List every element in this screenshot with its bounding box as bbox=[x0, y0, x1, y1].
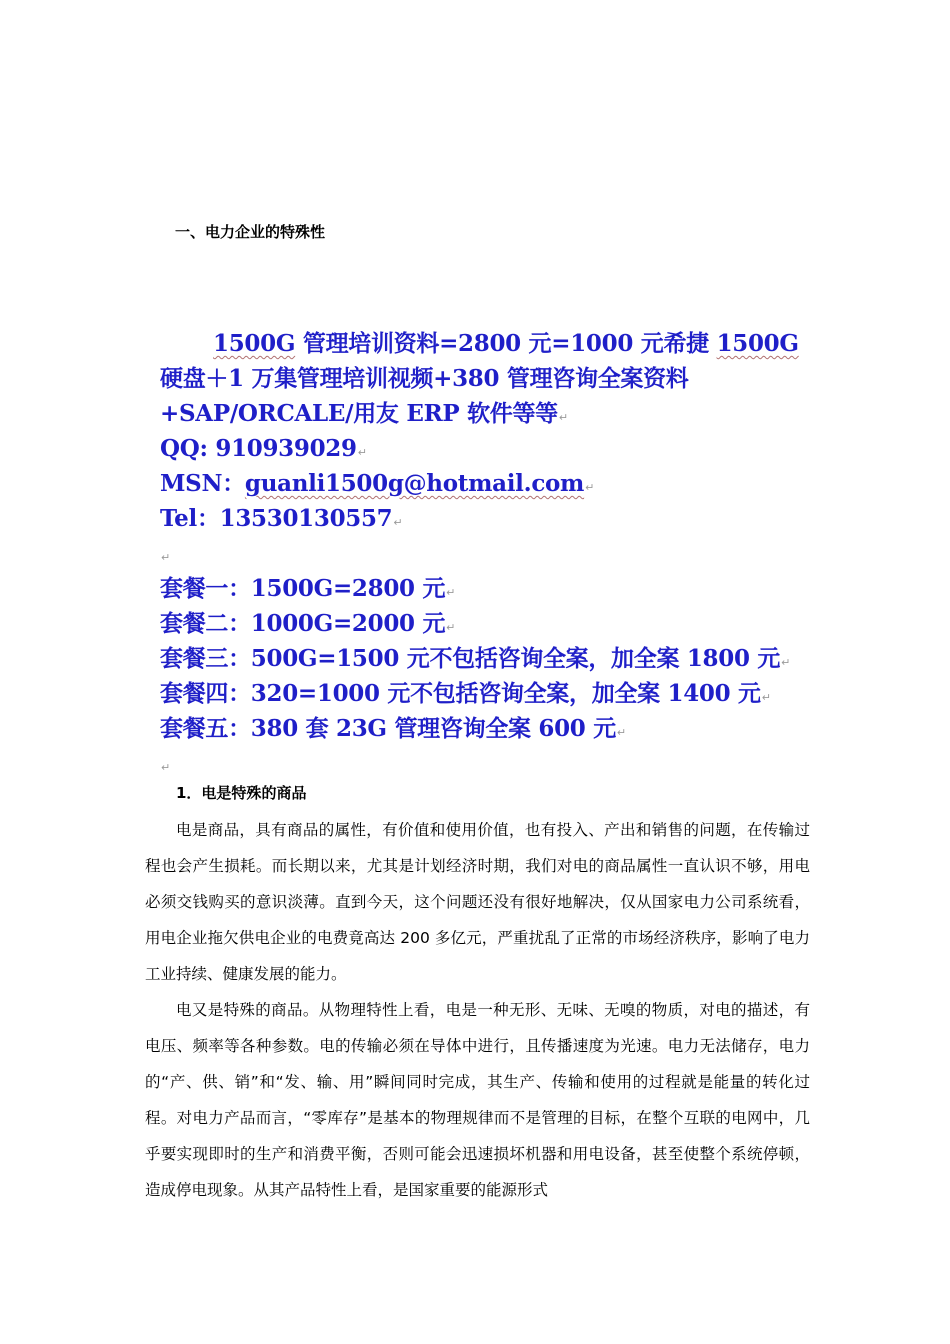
paragraph-mark: ↵ bbox=[761, 691, 771, 704]
ad-empty-line bbox=[160, 536, 830, 571]
ad-line-2: 硬盘＋1 万集管理培训视频+380 管理咨询全案资料 bbox=[160, 365, 689, 392]
ad-qq bbox=[160, 431, 830, 466]
paragraph-mark: ↵ bbox=[357, 446, 367, 459]
ad-package-5 bbox=[160, 711, 830, 746]
ad-msn-label: MSN： bbox=[160, 470, 245, 497]
ad-line-1 bbox=[160, 326, 830, 361]
ad-line-1-start: 1500G bbox=[213, 330, 296, 357]
section-heading: 一、电力企业的特殊性 bbox=[175, 223, 326, 241]
paragraph-mark: ↵ bbox=[161, 551, 170, 564]
ad-package-3-text: 套餐三：500G=1500 元不包括咨询全案，加全案 1800 元 bbox=[160, 645, 781, 672]
subsection-heading: 1．电是特殊的商品 bbox=[176, 784, 307, 802]
paragraph-mark: ↵ bbox=[446, 586, 456, 599]
paragraph-mark: ↵ bbox=[161, 761, 170, 774]
body-text bbox=[145, 812, 810, 1208]
ad-package-4-text: 套餐四：320=1000 元不包括咨询全案，加全案 1400 元 bbox=[160, 680, 761, 707]
ad-package-3 bbox=[160, 641, 830, 676]
paragraph-mark: ↵ bbox=[446, 621, 456, 634]
paragraph: 电又是特殊的商品。从物理特性上看，电是一种无形、无味、无嗅的物质，对电的描述，有电压、频率等各种参数。电的传输必须在导体中进行，且传播速度为光速。电力无法储存，电力的“产、供、销”和“发、输、用”瞬间同时完成，其生产、传输和使用的过程就是能量的转化过程。对电力产品而言，“零库存”是基本的物理规律而不是管理的目标，在整个互联的电网中，几乎要实现即时的生产和消费平衡，否则可能会迅速损坏机器和用电设备，甚至使整个系统停顿，造成停电现象。从其产品特性上看，是国家重要的能源形式 bbox=[145, 1001, 810, 1199]
ad-tel bbox=[160, 501, 830, 536]
ad-package-2 bbox=[160, 606, 830, 641]
ad-empty-line bbox=[160, 746, 830, 781]
ad-package-4 bbox=[160, 676, 830, 711]
advertisement-block bbox=[160, 326, 830, 781]
paragraph-mark: ↵ bbox=[616, 726, 626, 739]
ad-line-3 bbox=[160, 396, 830, 431]
paragraph-mark: ↵ bbox=[393, 516, 403, 529]
ad-package-1-text: 套餐一：1500G=2800 元 bbox=[160, 575, 446, 602]
ad-package-1 bbox=[160, 571, 830, 606]
ad-line-1-middle: 管理培训资料=2800 元=1000 元希捷 bbox=[295, 330, 717, 357]
ad-msn-value: guanli1500g@hotmail.com bbox=[244, 470, 585, 497]
ad-package-5-text: 套餐五：380 套 23G 管理咨询全案 600 元 bbox=[160, 715, 616, 742]
paragraph-mark: ↵ bbox=[585, 481, 595, 494]
ad-package-2-text: 套餐二：1000G=2000 元 bbox=[160, 610, 446, 637]
ad-line-3-text: +SAP/ORCALE/用友 ERP 软件等等 bbox=[160, 400, 558, 427]
paragraph-mark: ↵ bbox=[781, 656, 790, 669]
ad-qq-text: QQ: 910939029 bbox=[160, 435, 357, 462]
ad-tel-text: Tel：13530130557 bbox=[160, 505, 393, 532]
paragraph-mark: ↵ bbox=[558, 411, 568, 424]
ad-line-1-end: 1500G bbox=[716, 330, 799, 357]
paragraph: 电是商品，具有商品的属性，有价值和使用价值，也有投入、产出和销售的问题，在传输过程也会产生损耗。而长期以来，尤其是计划经济时期，我们对电的商品属性一直认识不够，用电必须交钱购买的意识淡薄。直到今天，这个问题还没有很好地解决，仅从国家电力公司系统看，用电企业拖欠供电企业的电费竟高达 200 多亿元，严重扰乱了正常的市场经济秩序，影响了电力工业持续、健康发展的能力。 bbox=[145, 821, 810, 983]
ad-msn bbox=[160, 466, 830, 501]
